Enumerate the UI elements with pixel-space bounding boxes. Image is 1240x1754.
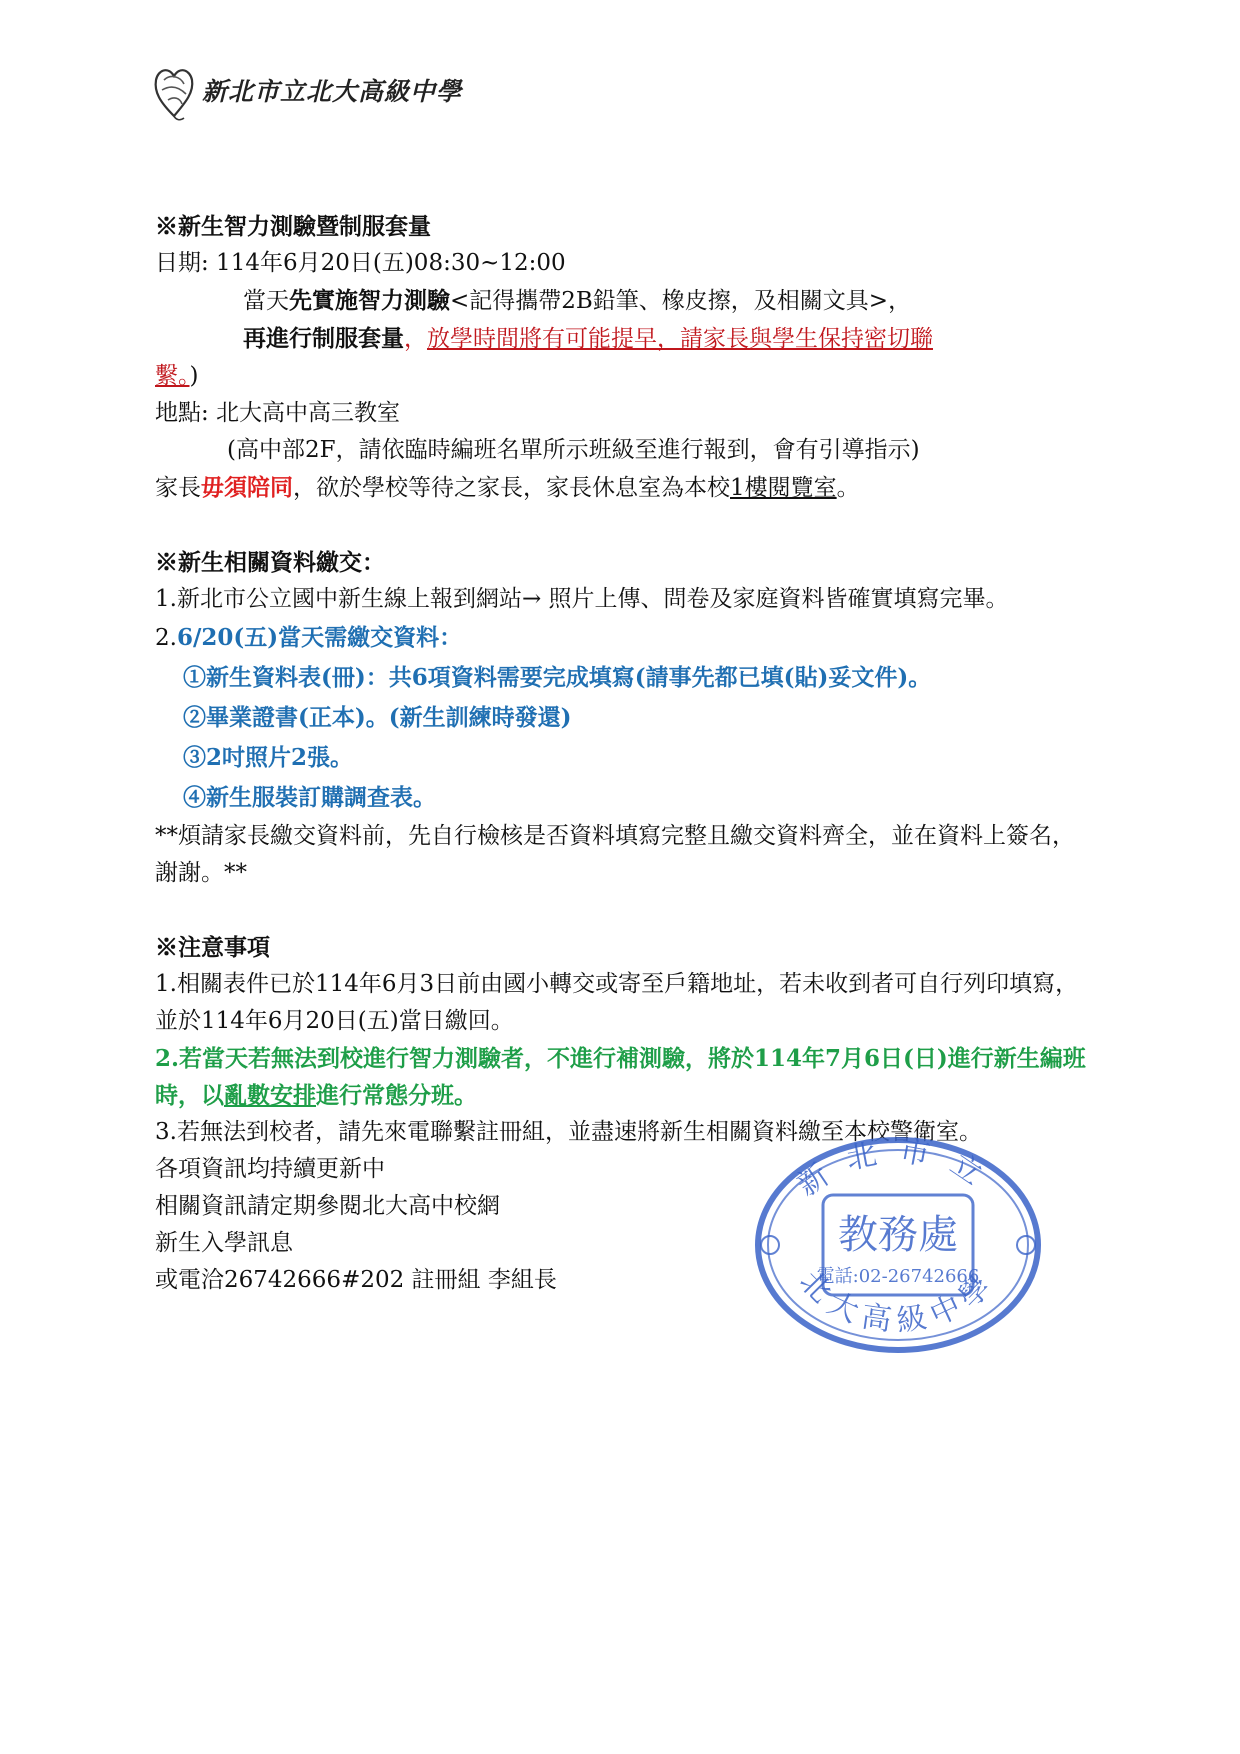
notes-item-3: 3.若無法到校者，請先來電聯繫註冊組，並盡速將新生相關資料繳至本校警衛室。 <box>155 1119 982 1145</box>
notes-item-2-a: 2.若當天若無法到校進行智力測驗者，不進行補測驗，將於114年7月6日(日)進行新生編班時，以 <box>155 1045 1086 1109</box>
reading-room: 1樓閱覽室 <box>730 475 837 501</box>
sub-item: ②畢業證書(正本)。(新生訓練時發還) <box>183 704 572 731</box>
sub-item: ③2吋照片2張。 <box>183 744 354 771</box>
location-note: (高中部2F，請依臨時編班名單所示班級至進行報到，會有引導指示) <box>227 437 920 463</box>
uniform-bold: 再進行制服套量 <box>243 325 404 352</box>
documents-item-2 <box>155 618 1095 658</box>
footer-line: 相關資訊請定期參閱北大高中校網 <box>155 1193 500 1219</box>
exam-instruction <box>155 282 1095 320</box>
notes-item-2 <box>155 1040 1095 1114</box>
school-logo-icon <box>150 58 198 122</box>
item-2-text: 6/20(五)當天需繳交資料： <box>176 624 463 651</box>
instruction-rest: <記得攜帶2B鉛筆、橡皮擦，及相關文具>， <box>450 288 912 314</box>
item-2-number: 2. <box>155 625 177 651</box>
sub-item: ①新生資料表(冊)：共6項資料需要完成填寫(請事先都已填(貼)妥文件)。 <box>183 664 932 691</box>
section-title-exam: ※新生智力測驗暨制服套量 <box>155 213 431 240</box>
documents-note: **煩請家長繳交資料前，先自行檢核是否資料填寫完整且繳交資料齊全，並在資料上簽名，謝謝。** <box>155 823 1075 886</box>
footer-line: 各項資訊均持續更新中 <box>155 1156 385 1182</box>
parent-note <box>155 469 1095 507</box>
uniform-sep: ， <box>404 326 427 352</box>
documents-item-1: 1.新北市公立國中新生線上報到網站→ 照片上傳、問卷及家庭資料皆確實填寫完畢。 <box>155 586 1009 612</box>
school-name: 新北市立北大高級中學 <box>202 77 463 106</box>
letterhead <box>150 58 462 122</box>
dismissal-warning-cont <box>155 358 1095 395</box>
instruction-bold: 先實施智力測驗 <box>289 287 450 314</box>
instruction-prefix: 當天 <box>243 288 289 314</box>
seal-center-text: 教務處 <box>838 1212 958 1258</box>
dismissal-warning-end: 繫。 <box>155 363 190 389</box>
parent-mid: ，欲於學校等待之家長，家長休息室為本校 <box>293 475 730 501</box>
seal-bottom-text: 北大高級中學 <box>792 1263 1004 1340</box>
seal-top-text: 新北市立 <box>791 1133 1005 1204</box>
section-title-notes: ※注意事項 <box>155 934 270 961</box>
dismissal-warning: 放學時間將有可能提早，請家長與學生保持密切聯 <box>427 326 933 352</box>
seal-phone: 電話:02-26742666 <box>816 1266 980 1287</box>
notes-item-1: 1.相關表件已於114年6月3日前由國小轉交或寄至戶籍地址，若未收到者可自行列印填寫，並於114年6月20日(五)當日繳回。 <box>155 971 1079 1034</box>
random-arrangement: 亂數安排 <box>224 1082 316 1109</box>
exam-location: 地點: 北大高中高三教室 <box>155 400 401 426</box>
exam-date: 日期: 114年6月20日(五)08:30~12:00 <box>155 250 566 276</box>
notes-item-2-b: 進行常態分班。 <box>316 1082 477 1109</box>
parent-prefix: 家長 <box>155 475 201 501</box>
footer-line: 新生入學訊息 <box>155 1230 293 1256</box>
parent-end: 。 <box>836 475 860 501</box>
sub-item: ④新生服裝訂購調查表。 <box>183 784 436 811</box>
contact-line: 或電洽26742666#202 註冊組 李組長 <box>155 1267 557 1293</box>
uniform-instruction <box>155 320 1095 358</box>
section-title-documents: ※新生相關資料繳交： <box>155 549 385 576</box>
office-seal <box>748 1130 1048 1360</box>
parent-not-required: 毋須陪同 <box>201 474 293 501</box>
paren-close: ) <box>189 363 199 389</box>
